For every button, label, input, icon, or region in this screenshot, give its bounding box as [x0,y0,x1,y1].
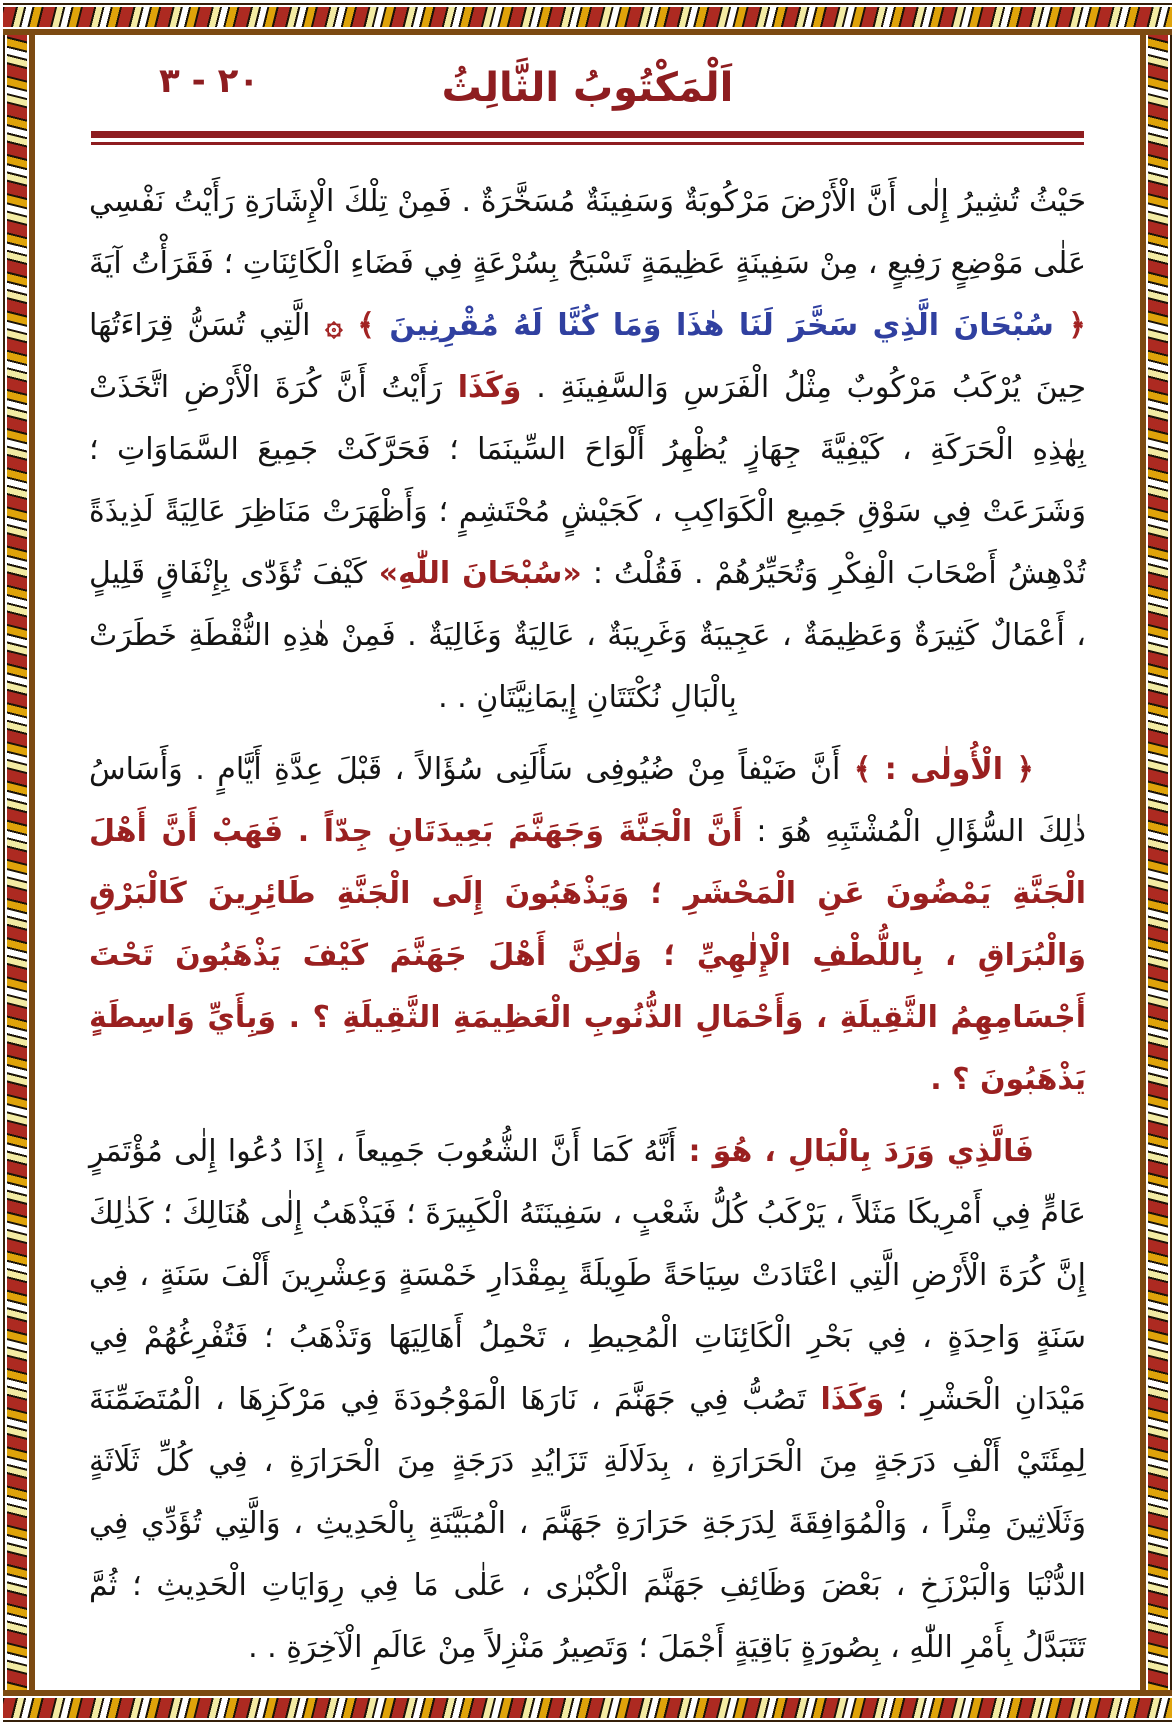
ornamental-border-bottom [3,1690,1172,1722]
quran-open-bracket: ﴿ [1053,308,1087,343]
emphasis-quote: «سُبْحَانَ اللّٰهِ» [366,556,582,591]
quran-verse: سُبْحَانَ الَّذِي سَخَّرَ لَنَا هٰذَا وَمَا كُنَّا لَهُ مُقْرِنِينَ [374,308,1054,343]
body-text: الَّتِي تُسَنُّ قِرَاءَتُهَا حِينَ يُرْكَبُ مَرْكُوبٌ مِثْلُ الْفَرَسِ وَالسَّفِينَةِ . [89,308,1086,405]
page-title: اَلْمَكْتُوبُ الثَّالِثُ [441,65,734,111]
body-text: كَيْفَ تُؤَدّٰى بِإِنْفَاقٍ قَلِيلٍ ، أَعْمَالٌ كَثِيرَةٌ وَعَظِيمَةٌ ، عَجِيبَةٌ وَغَرِيبَةٌ ، عَالِيَةٌ وَغَالِيَةٌ . فَمِنْ هٰذِهِ النُّقْطَةِ خَطَرَتْ بِالْبَالِ نُكْتَتَانِ إِيمَانِيَّتَانِ . . [89,556,1086,715]
ornamental-border-right [1140,3,1172,1722]
ornamental-border-left [3,3,35,1722]
section-heading: فَالَّذِي وَرَدَ بِالْبَالِ ، هُوَ : [676,1134,1034,1169]
page-header [89,55,1086,121]
emphasis-passage: أَنَّ الْجَنَّةَ وَجَهَنَّمَ بَعِيدَتَانِ جِدّاً . فَهَبْ أَنَّ أَهْلَ الْجَنَّةِ يَمْضُونَ عَنِ الْمَحْشَرِ ؛ وَيَذْهَبُونَ إِلَى الْجَنَّةِ طَائِرِينَ كَالْبَرْقِ وَالْبُرَاقِ ، بِاللُّطْفِ الْإِلٰهِيِّ ؛ وَلٰكِنَّ أَهْلَ جَهَنَّمَ كَيْفَ يَذْهَبُونَ تَحْتَ أَجْسَامِهِمُ الثَّقِيلَةِ ، وَأَحْمَالِ الذُّنُوبِ الْعَظِيمَةِ الثَّقِيلَةِ ؟ . وَبِأَيِّ وَاسِطَةٍ يَذْهَبُونَ ؟ . [89,814,1086,1097]
emphasis-word: وَكَذَا [805,1382,885,1417]
paragraph [89,171,1086,729]
body-text: رَأَيْتُ أَنَّ كُرَةَ الْأَرْضِ اتَّخَذَتْ بِهٰذِهِ الْحَرَكَةِ ، كَيْفِيَّةَ جِهَازٍ يُظْهِرُ أَلْوَاحَ السِّينَمَا ؛ فَحَرَّكَتْ جَمِيعَ السَّمَاوَاتِ ؛ وَشَرَعَتْ فِي سَوْقِ جَمِيعِ الْكَوَاكِبِ ، كَجَيْشٍ مُحْتَشِمٍ ؛ وَأَظْهَرَتْ مَنَاظِرَ عَالِيَةً لَذِيذَةً تُدْهِشُ أَصْحَابَ الْفِكْرِ وَتُحَيِّرُهُمْ . فَقُلْتُ : [89,370,1086,591]
ornamental-border-top [3,3,1172,35]
page-content [41,41,1134,1684]
body-text-block [89,171,1086,1679]
paragraph [89,739,1086,1111]
quran-close-bracket: ﴾ ۞ [310,308,375,343]
emphasis-word: وَكَذَا [441,370,522,405]
paragraph [89,1121,1086,1679]
page-number: ٢٠ - ٣ [159,61,260,101]
body-text: أَنَّهُ كَمَا أَنَّ الشُّعُوبَ جَمِيعاً ، إِذَا دُعُوا إِلٰى مُؤْتَمَرٍ عَامٍّ فِي أَمْرِيكَا مَثَلاً ، يَرْكَبُ كُلُّ شَعْبٍ ، سَفِينَتَهُ الْكَبِيرَةَ ؛ فَيَذْهَبُ إِلٰى هُنَالِكَ ؛ كَذٰلِكَ إِنَّ كُرَةَ الْأَرْضِ الَّتِي اعْتَادَتْ سِيَاحَةً طَوِيلَةً بِمِقْدَارِ خَمْسَةٍ وَعِشْرِينَ أَلْفَ سَنَةٍ ، فِي سَنَةٍ وَاحِدَةٍ ، فِي بَحْرِ الْكَائِنَاتِ الْمُحِيطِ ، تَحْمِلُ أَهَالِيَهَا وَتَذْهَبُ ؛ فَتُفْرِغُهُمْ فِي مَيْدَانِ الْحَشْرِ ؛ [89,1134,1086,1417]
body-text: حَيْثُ تُشِيرُ إِلٰى أَنَّ الْأَرْضَ مَرْكُوبَةٌ وَسَفِينَةٌ مُسَخَّرَةٌ . فَمِنْ تِلْكَ الْإِشَارَةِ رَأَيْتُ نَفْسِي عَلٰى مَوْضِعٍ رَفِيعٍ ، مِنْ سَفِينَةٍ عَظِيمَةٍ تَسْبَحُ بِسُرْعَةٍ فِي فَضَاءِ الْكَائِنَاتِ ؛ فَقَرَأْتُ آيَةَ [89,184,1086,281]
body-text: أَنَّ ضَيْفاً مِنْ ضُيُوفِى سَأَلَنِى سُؤَالاً ، قَبْلَ عِدَّةِ أَيَّامٍ . وَأَسَاسُ ذٰلِكَ السُّؤَالِ الْمُشْتَبِهِ هُوَ : [89,752,1087,849]
header-divider-rule [91,131,1084,145]
section-heading: ﴿ الْأُولٰى : ﴾ [840,752,1034,787]
body-text: تَصُبُّ فِي جَهَنَّمَ ، نَارَهَا الْمَوْجُودَةَ فِي مَرْكَزِهَا ، الْمُتَضَمِّنَةَ لِمِئَتَيْ أَلْفِ دَرَجَةٍ مِنَ الْحَرَارَةِ ، بِدَلَالَةِ تَزَايُدِ دَرَجَةٍ مِنَ الْحَرَارَةِ ، فِي كُلِّ ثَلَاثَةٍ وَثَلَاثِينَ مِتْراً ، وَالْمُوَافِقَةَ لِدَرَجَةِ حَرَارَةِ جَهَنَّمَ ، الْمُبَيَّنَةِ بِالْحَدِيثِ ، وَالَّتِي تُؤَدِّي فِي الدُّنْيَا وَالْبَرْزَخِ ، بَعْضَ وَظَائِفِ جَهَنَّمَ الْكُبْرٰى ، عَلٰى مَا فِي رِوَايَاتِ الْحَدِيثِ ؛ ثُمَّ تَتَبَدَّلُ بِأَمْرِ اللّٰهِ ، بِصُورَةٍ بَاقِيَةٍ أَجْمَلَ ؛ وَتَصِيرُ مَنْزِلاً مِنْ عَالَمِ الْآخِرَةِ . . [89,1382,1086,1665]
